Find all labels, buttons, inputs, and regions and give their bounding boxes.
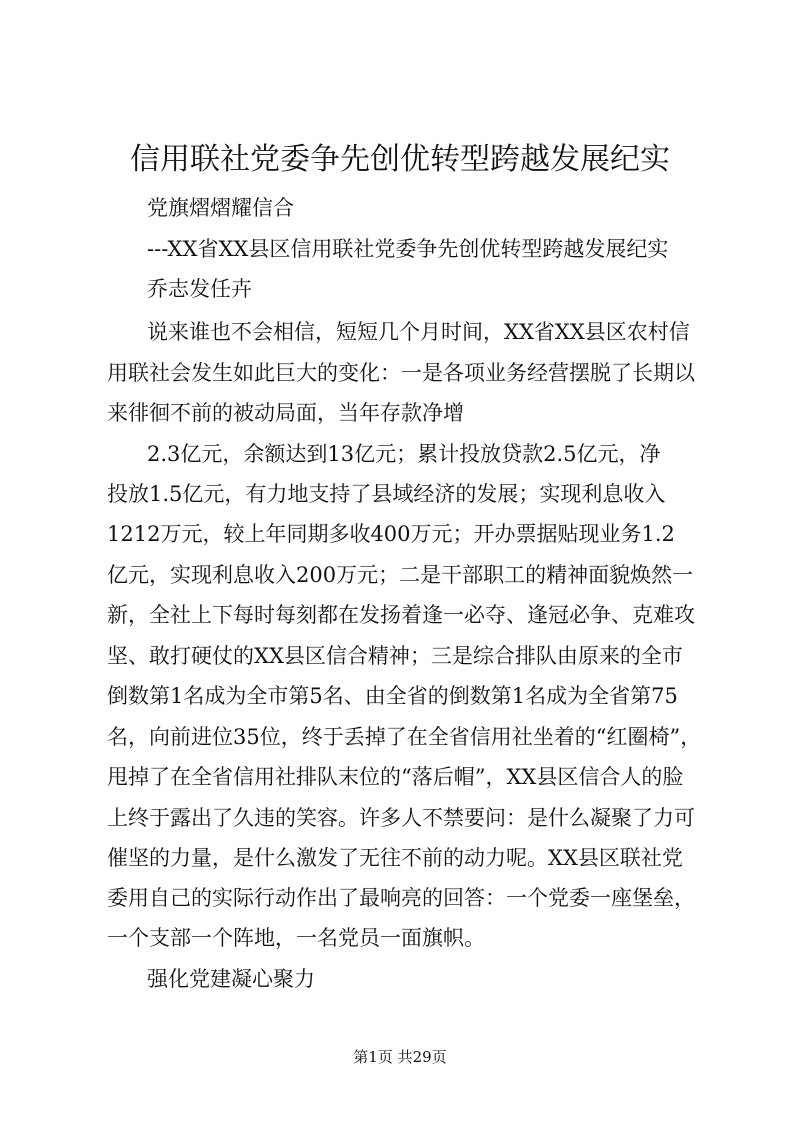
body-line: 倒数第1名成为全市第5名、由全省的倒数第1名成为全省第75 (107, 684, 678, 708)
body-line: 来徘徊不前的被动局面，当年存款净增 (107, 401, 464, 425)
body-line: 上终于露出了久违的笑容。许多人不禁要问：是什么凝聚了力可 (107, 806, 695, 830)
page-footer: 第1页 共29页 (353, 1048, 447, 1066)
body-line: 名，向前进位35位，终于丢掉了在全省信用社坐着的“红圈椅”， (107, 725, 702, 749)
subtitle-detail-line: ---XX省XX县区信用联社党委争先创优转型跨越发展纪实 (147, 237, 669, 261)
body-line: 甩掉了在全省信用社排队末位的“落后帽”，XX县区信合人的脸 (107, 765, 684, 789)
body-line: 亿元，实现利息收入200万元；二是干部职工的精神面貌焕然一 (107, 563, 694, 587)
body-line: 2.3亿元，余额达到13亿元；累计投放贷款2.5亿元，净 (147, 442, 661, 466)
body-line: 1212万元，较上年同期多收400万元；开办票据贴现业务1.2 (107, 522, 675, 546)
body-line: 说来谁也不会相信，短短几个月时间，XX省XX县区农村信 (147, 320, 690, 344)
author-line: 乔志发任卉 (147, 277, 252, 301)
body-line: 委用自己的实际行动作出了最响亮的回答：一个党委一座堡垒， (107, 886, 695, 910)
body-line: 投放1.5亿元，有力地支持了县域经济的发展；实现利息收入 (107, 482, 666, 506)
body-line: 新，全社上下每时每刻都在发扬着逢一必夺、逢冠必争、克难攻 (107, 603, 695, 627)
body-line: 用联社会发生如此巨大的变化：一是各项业务经营摆脱了长期以 (107, 361, 695, 385)
section-heading: 强化党建凝心聚力 (147, 967, 315, 991)
document-title: 信用联社党委争先创优转型跨越发展纪实 (130, 142, 670, 177)
body-line: 催坚的力量，是什么激发了无往不前的动力呢。XX县区联社党 (107, 846, 683, 870)
body-line: 坚、敢打硬仗的XX县区信合精神；三是综合排队由原来的全市 (107, 644, 683, 668)
subtitle-line: 党旗熠熠耀信合 (147, 196, 294, 220)
body-line: 一个支部一个阵地，一名党员一面旗帜。 (107, 926, 485, 950)
